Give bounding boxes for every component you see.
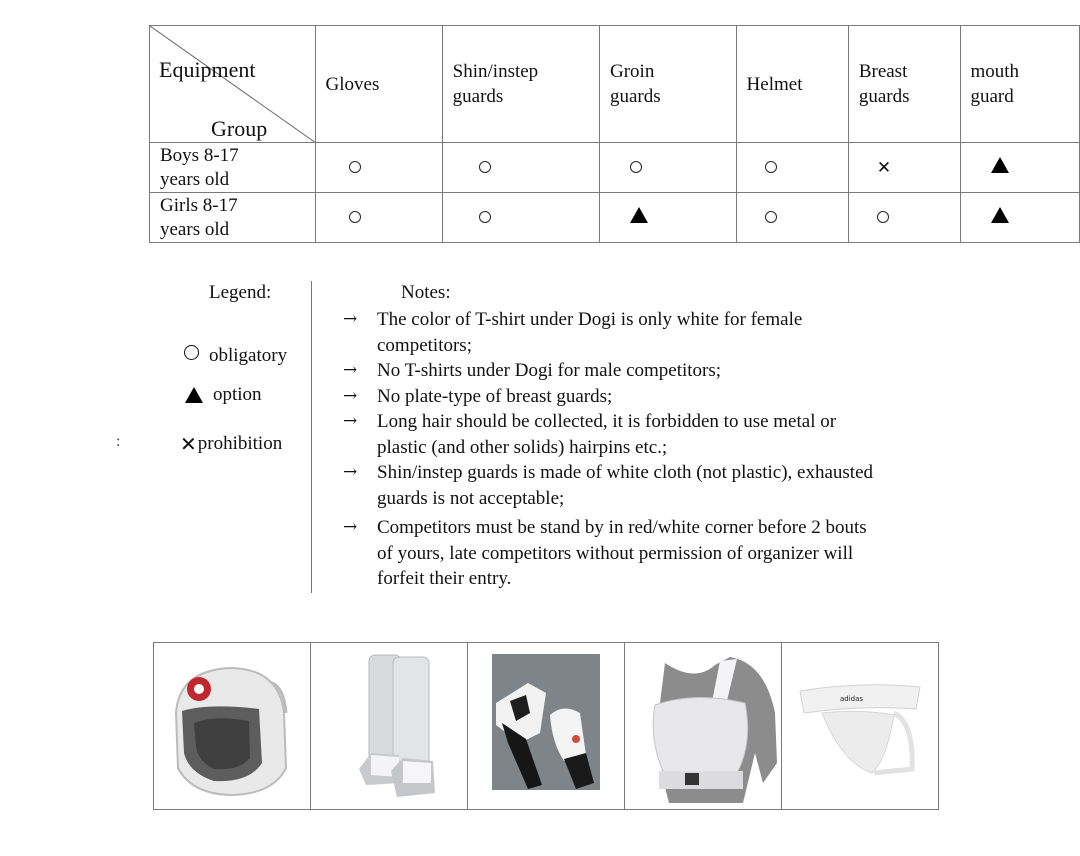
vertical-divider (311, 281, 312, 593)
arrow-icon: → (343, 385, 358, 406)
arrow-icon: → (343, 517, 358, 537)
note-text (377, 358, 953, 384)
table-header-row (150, 26, 1080, 143)
group-cell (150, 193, 316, 243)
corner-header-cell (150, 26, 316, 143)
corner-equipment-label: Equipment (159, 57, 256, 82)
arrow-icon: → (343, 462, 358, 482)
shin-guards-image (311, 643, 468, 809)
circle-icon (349, 161, 361, 173)
requirement-cell (600, 143, 737, 193)
column-header-helmet (736, 26, 848, 143)
note-text (377, 307, 953, 358)
note-line: No plate-type of breast guards; (377, 385, 613, 407)
column-header-mouth-guard (960, 26, 1080, 143)
triangle-icon (630, 207, 648, 223)
column-header-text: guards (452, 86, 504, 107)
breast-guard-image (625, 643, 782, 809)
equipment-table (149, 25, 1080, 243)
requirement-cell (736, 143, 848, 193)
legend-item-prohibition (180, 432, 282, 456)
circle-icon (877, 211, 889, 223)
requirement-cell (442, 193, 599, 243)
column-header-groin-guards (600, 26, 737, 143)
table-row (150, 193, 1080, 243)
circle-icon (479, 211, 491, 223)
table-row (150, 143, 1080, 193)
column-header-breast-guards (848, 26, 960, 143)
circle-icon (630, 161, 642, 173)
legend-label: option (213, 384, 262, 405)
circle-icon (184, 345, 199, 360)
requirement-cell (848, 143, 960, 193)
arrow-icon: → (343, 309, 358, 329)
helmet-illustration (154, 643, 310, 809)
note-text (377, 384, 953, 410)
note-line: The color of T-shirt under Dogi is only white for female (377, 309, 803, 330)
arrow-icon: → (343, 411, 358, 431)
column-header-gloves (315, 26, 442, 143)
note-line: of yours, late competitors without permission of organizer will (377, 542, 854, 564)
circle-icon (765, 161, 777, 173)
note-item (343, 384, 953, 410)
arrow-icon: → (343, 360, 358, 380)
corner-group-label: Group (211, 116, 268, 141)
requirement-cell (315, 193, 442, 243)
column-header-text: Gloves (325, 73, 380, 95)
column-header-text: guards (610, 86, 661, 107)
note-text (377, 409, 953, 460)
column-header-text: Helmet (746, 73, 803, 95)
note-line: Competitors must be stand by in red/white corner before 2 bouts (377, 517, 867, 538)
equipment-image-strip (153, 642, 939, 810)
requirement-cell (442, 143, 599, 193)
note-line: No T-shirts under Dogi for male competitors; (377, 360, 722, 381)
column-header-text: guards (858, 86, 910, 107)
requirement-cell (736, 193, 848, 243)
cross-icon: ✕ (180, 432, 197, 456)
note-item (343, 409, 953, 460)
legend-item-obligatory (184, 345, 287, 367)
stray-mark: : (116, 433, 121, 450)
note-item (343, 307, 953, 358)
notes-list (343, 307, 953, 592)
requirement-cell (960, 143, 1080, 193)
column-header-text: guard (970, 86, 1014, 107)
column-header-text: Shin/instep (452, 61, 539, 82)
groin-guard-image (782, 643, 938, 809)
legend-label: obligatory (209, 345, 288, 366)
legend-label: prohibition (197, 433, 283, 454)
note-line: plastic (and other solids) hairpins etc.; (377, 436, 668, 458)
groin-guard-illustration (782, 643, 938, 809)
note-line: forfeit their entry. (377, 568, 512, 589)
breast-guard-illustration (625, 643, 781, 809)
column-header-shin-instep-guards (442, 26, 599, 143)
group-cell (150, 143, 316, 193)
group-label: years old (160, 218, 230, 240)
note-item (343, 460, 953, 511)
triangle-icon (991, 157, 1009, 173)
legend-item-option (185, 384, 262, 406)
column-header-text: Breast (858, 61, 908, 82)
helmet-image (154, 643, 311, 809)
note-line: Shin/instep guards is made of white cloth (not plastic), exhausted (377, 462, 874, 483)
note-line: Long hair should be collected, it is forbidden to use metal or (377, 411, 837, 432)
svg-text:adidas: adidas (840, 695, 864, 703)
group-label: Boys 8-17 (160, 144, 239, 166)
requirement-cell (315, 143, 442, 193)
column-header-text: Groin (610, 61, 655, 82)
triangle-icon (991, 207, 1009, 223)
group-label: Girls 8-17 (160, 194, 238, 216)
group-label: years old (160, 168, 230, 190)
note-item (343, 358, 953, 384)
note-text (377, 460, 953, 511)
shin-guards-illustration (311, 643, 467, 809)
gloves-image (468, 643, 625, 809)
triangle-icon (185, 387, 203, 403)
circle-icon (349, 211, 361, 223)
legend-title: Legend: (209, 282, 272, 303)
note-item (343, 515, 953, 592)
gloves-illustration (468, 643, 624, 809)
cross-icon: ✕ (876, 158, 892, 178)
note-line: competitors; (377, 334, 472, 356)
circle-icon (765, 211, 777, 223)
requirement-cell (960, 193, 1080, 243)
circle-icon (479, 161, 491, 173)
requirement-cell (600, 193, 737, 243)
note-line: guards is not acceptable; (377, 487, 565, 509)
notes-title: Notes: (401, 282, 451, 303)
column-header-text: mouth (970, 61, 1020, 82)
requirement-cell (848, 193, 960, 243)
note-text (377, 515, 953, 592)
